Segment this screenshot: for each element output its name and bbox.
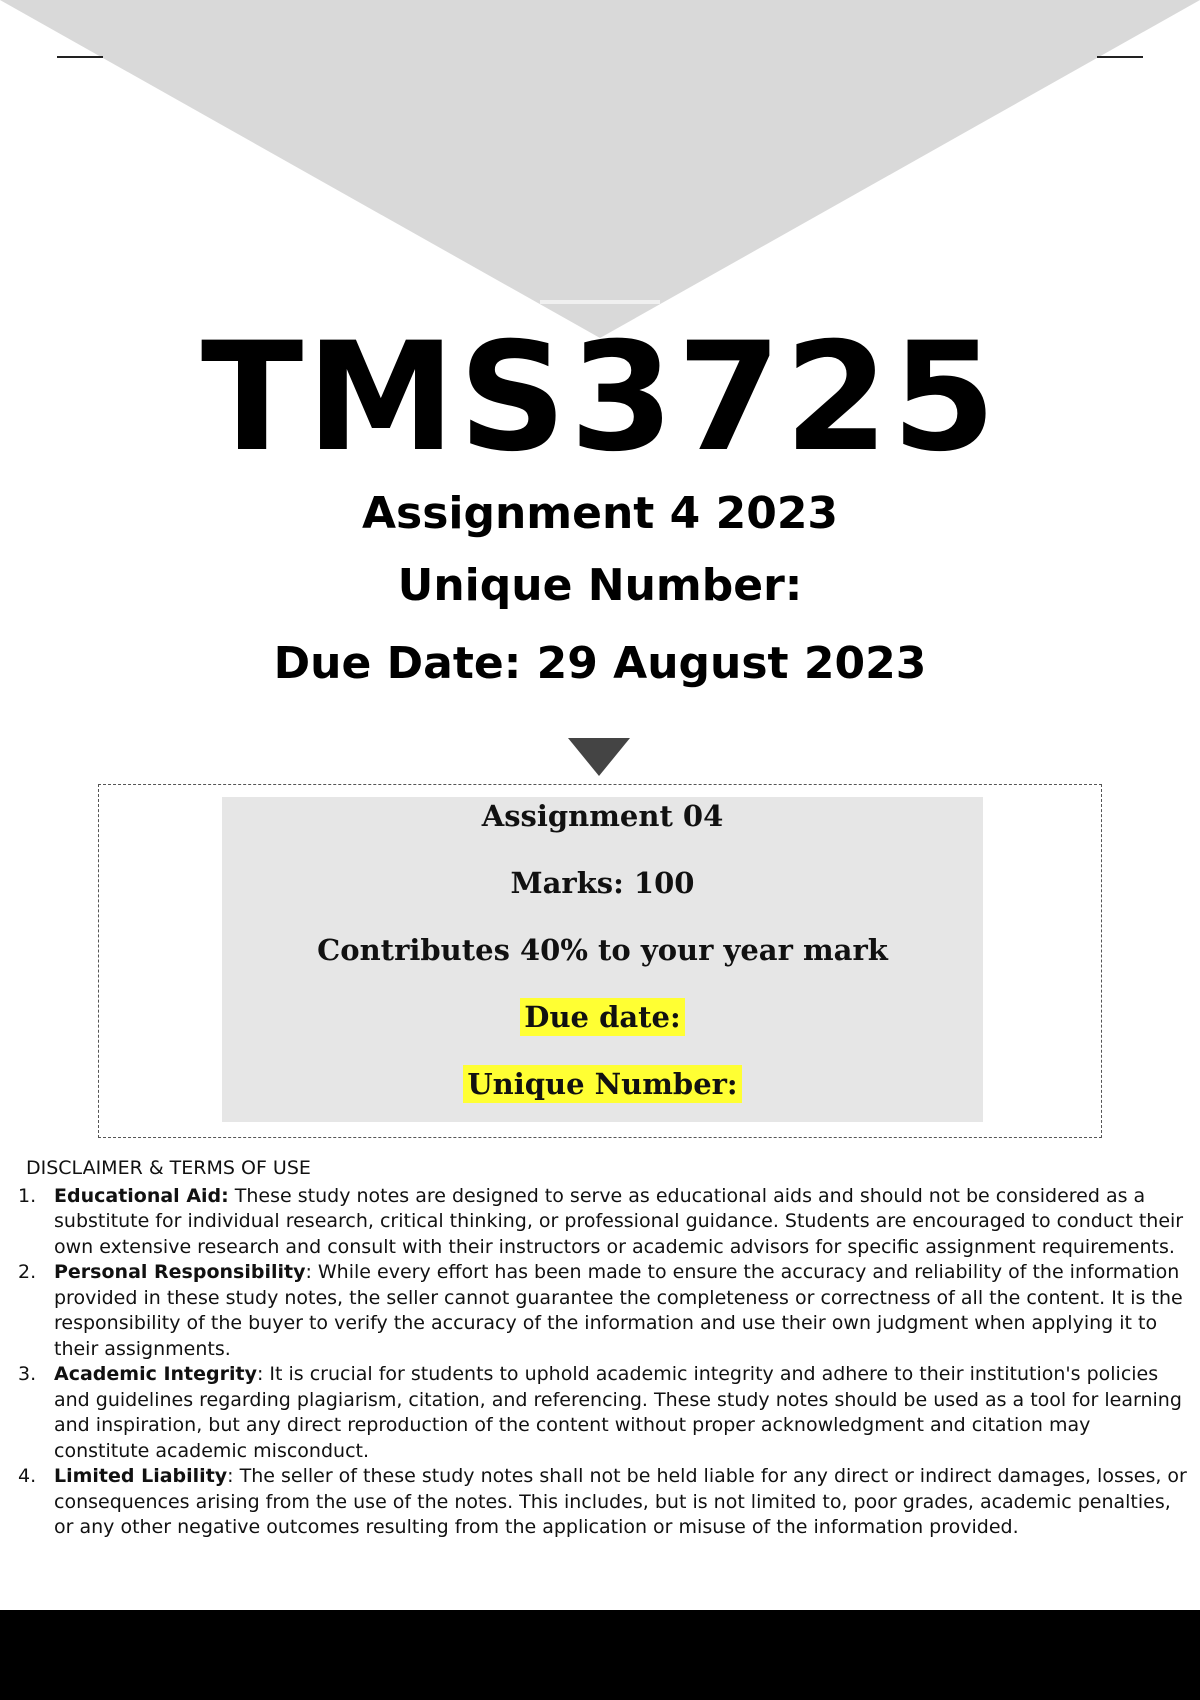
disclaimer-heading: DISCLAIMER & TERMS OF USE (26, 1157, 311, 1179)
info-marks: Marks: 100 (510, 866, 695, 900)
item-text: These study notes are designed to serve as educational aids and should not be considered as a substitute for individual research, critical thinking, or professional guidance. Students are encouraged to conduct their own extensive research and consult with their instructors or academic advisors for specific assignment requirements. (54, 1184, 1184, 1258)
item-title: Limited Liability (54, 1465, 228, 1487)
unique-number-heading: Unique Number: (397, 560, 803, 611)
info-due-date-label: Due date: (520, 998, 684, 1036)
item-number: 1. (18, 1184, 37, 1207)
assignment-heading: Assignment 4 2023 (361, 488, 839, 539)
list-item (18, 1184, 1188, 1261)
item-number: 4. (18, 1465, 37, 1487)
item-title: Academic Integrity (54, 1363, 257, 1385)
item-text: : While every effort has been made to ensure the accuracy and reliability of the information provided in these study notes, the seller cannot guarantee the completeness or correctness of all the content. It is the responsibility of the buyer to verify the accuracy of the information and use their own judgment when applying it to their assignments. (54, 1261, 1183, 1360)
assignment-info-panel (222, 797, 983, 1122)
list-item (18, 1260, 1188, 1362)
item-text: : The seller of these study notes shall not be held liable for any direct or indirect damages, losses, or consequences arising from the use of the notes. This includes, but is not limited to, poor grades, academic penalties, or any other negative outcomes resulting from the application or misuse of the information provided. (54, 1465, 1187, 1538)
list-item (18, 1362, 1188, 1464)
list-item (18, 1464, 1188, 1541)
disclaimer-section (18, 1156, 1188, 1541)
item-title: Personal Responsibility (54, 1261, 306, 1283)
info-assignment-title: Assignment 04 (481, 799, 724, 833)
item-title: Educational Aid: (54, 1184, 229, 1207)
info-unique-number-label: Unique Number: (463, 1065, 741, 1103)
corner-rule-right (1097, 56, 1143, 58)
down-triangle-icon (568, 738, 630, 776)
item-number: 3. (18, 1363, 37, 1385)
corner-rule-left (57, 56, 103, 58)
course-code-title: TMS3725 (200, 311, 1000, 485)
due-date-heading: Due Date: 29 August 2023 (273, 638, 927, 689)
banner-chevron (0, 0, 1200, 340)
item-number: 2. (18, 1261, 37, 1283)
item-text: : It is crucial for students to uphold academic integrity and adhere to their institution's policies and guidelines regarding plagiarism, citation, and referencing. These study notes should be used as a tool for learning and inspiration, but any direct reproduction of the content without proper acknowledgment and citation may constitute academic misconduct. (54, 1363, 1182, 1462)
disclaimer-list (18, 1184, 1188, 1541)
info-contribution: Contributes 40% to your year mark (317, 933, 888, 967)
footer-bar (0, 1610, 1200, 1700)
